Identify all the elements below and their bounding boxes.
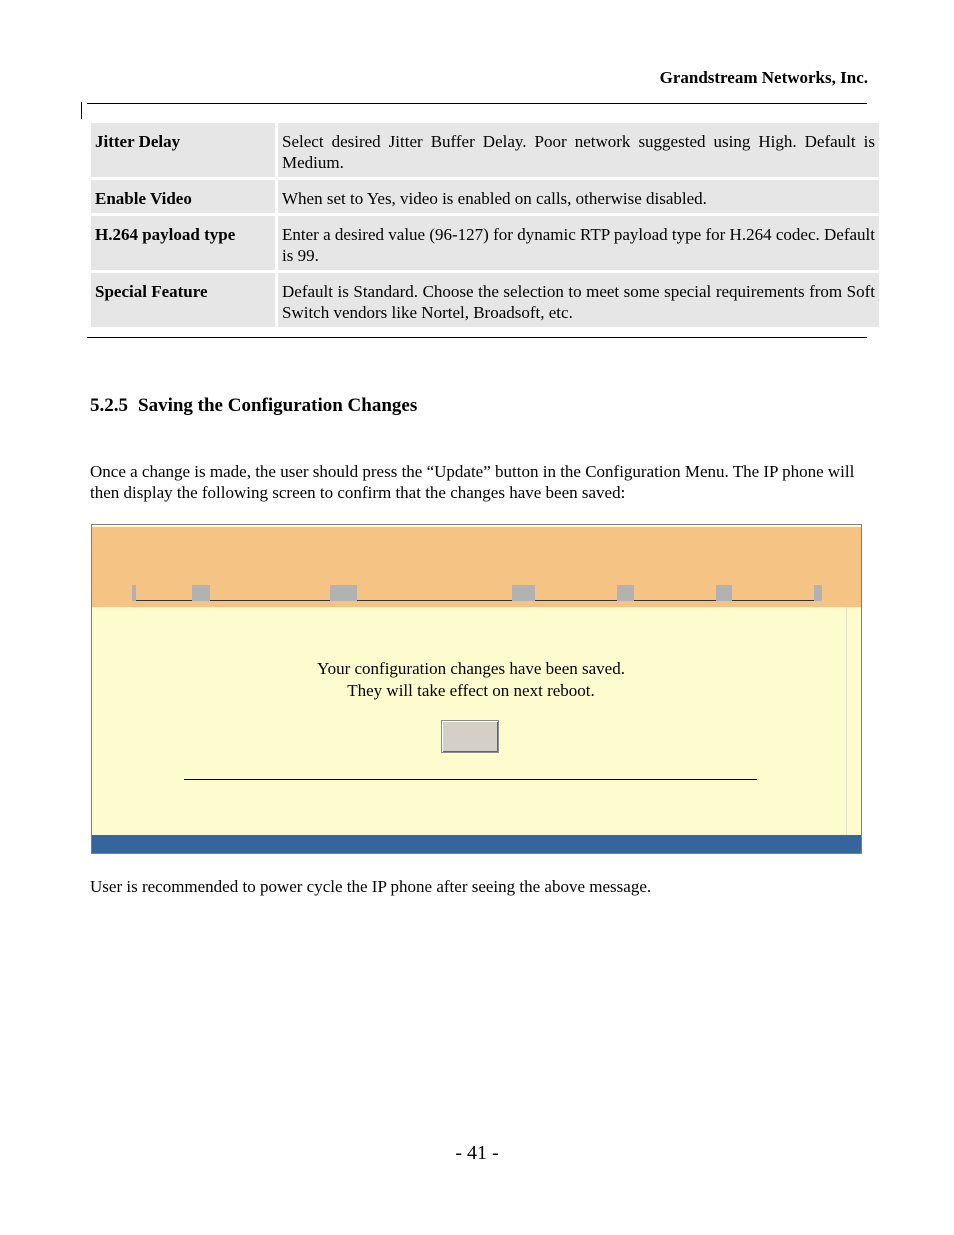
- saved-message-line-2: They will take effect on next reboot.: [347, 681, 595, 700]
- content-rule: [184, 779, 757, 780]
- parameter-name: Jitter Delay: [91, 123, 275, 177]
- section-number: 5.2.5: [90, 395, 128, 416]
- nav-tab[interactable]: [210, 585, 330, 601]
- nav-strip: [132, 585, 822, 601]
- change-bar: [81, 102, 82, 119]
- table-row: [91, 216, 879, 270]
- parameter-description: Select desired Jitter Buffer Delay. Poor network suggested using High. Default is Medium.: [278, 123, 879, 177]
- saved-message: [92, 658, 850, 702]
- parameter-description: Default is Standard. Choose the selection to meet some special requirements from Soft Switch vendors like Nortel, Broadsoft, etc.: [278, 273, 879, 327]
- closing-paragraph: User is recommended to power cycle the IP phone after seeing the above message.: [90, 877, 652, 896]
- header-band: [92, 527, 861, 607]
- header-rule: [87, 103, 867, 104]
- section-heading: [90, 395, 417, 417]
- nav-tab[interactable]: [732, 585, 814, 601]
- parameter-description: Enter a desired value (96-127) for dynamic RTP payload type for H.264 codec. Default is 99.: [278, 216, 879, 270]
- nav-tab[interactable]: [634, 585, 716, 601]
- table-row: [91, 180, 879, 213]
- intro-paragraph: Once a change is made, the user should press the “Update” button in the Configuration Menu. The IP phone will then display the following screen to confirm that the changes have been saved:: [90, 462, 855, 502]
- parameter-description: When set to Yes, video is enabled on calls, otherwise disabled.: [278, 180, 879, 213]
- table-bottom-rule: [87, 337, 867, 338]
- config-saved-screenshot: [91, 524, 862, 854]
- parameter-name: H.264 payload type: [91, 216, 275, 270]
- parameter-name: Enable Video: [91, 180, 275, 213]
- table-row: [91, 273, 879, 327]
- section-title: Saving the Configuration Changes: [138, 395, 418, 416]
- saved-message-line-1: Your configuration changes have been saved.: [317, 659, 625, 678]
- header-company: Grandstream Networks, Inc.: [659, 68, 868, 87]
- nav-tab[interactable]: [357, 585, 512, 601]
- right-edge-line: [846, 607, 847, 835]
- footer-band: [92, 835, 861, 853]
- parameter-name: Special Feature: [91, 273, 275, 327]
- table-row: [91, 123, 879, 177]
- page-number: - 41 -: [455, 1142, 499, 1164]
- nav-tab[interactable]: [535, 585, 617, 601]
- nav-tab[interactable]: [136, 585, 192, 601]
- ok-button[interactable]: [441, 720, 499, 753]
- parameter-table: [88, 120, 882, 330]
